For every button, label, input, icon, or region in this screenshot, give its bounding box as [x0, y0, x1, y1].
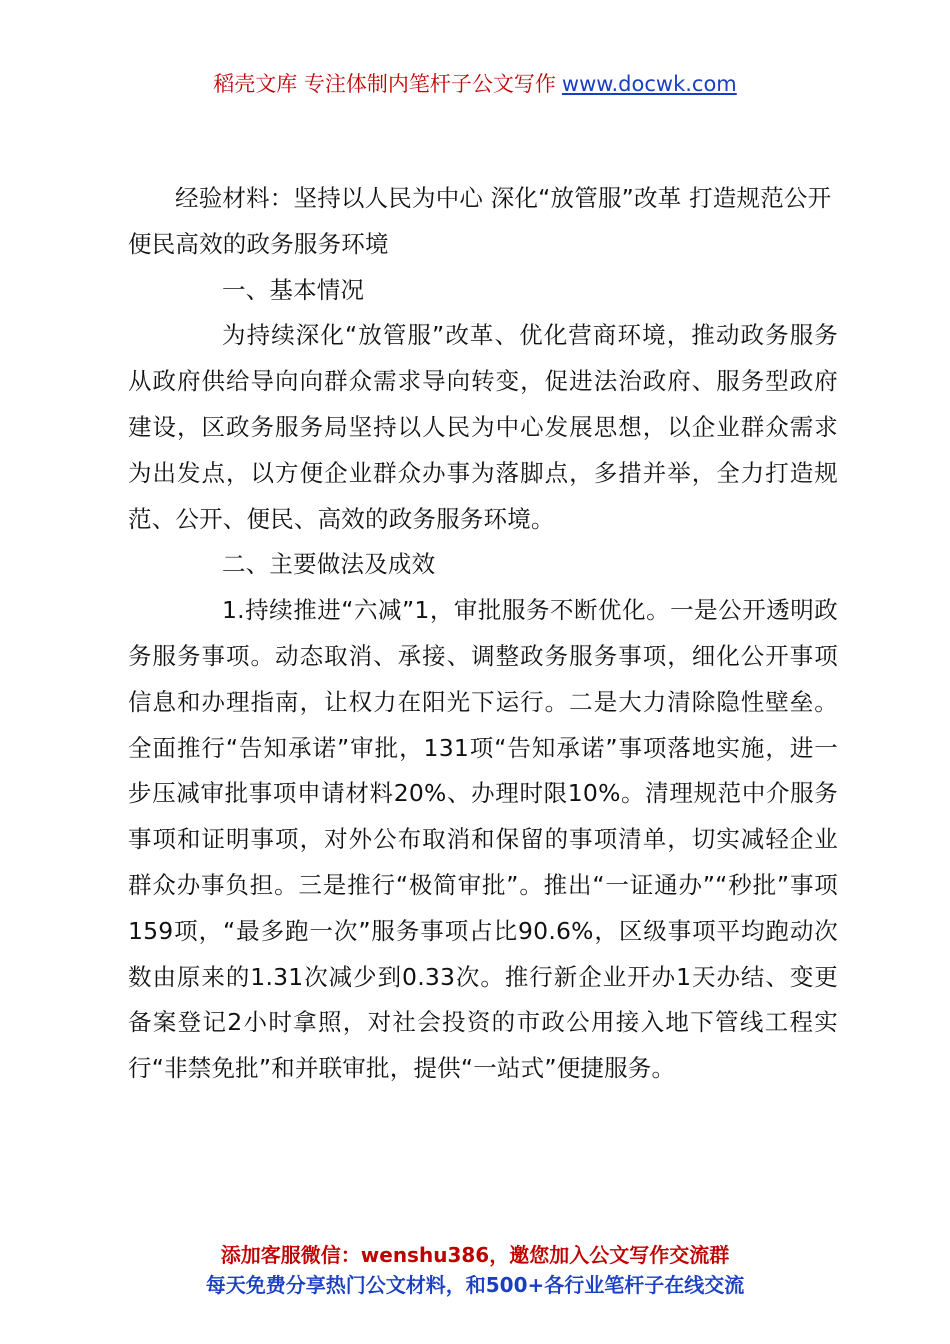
section-heading-practices: 二、主要做法及成效: [222, 550, 436, 579]
page-footer: [0, 1240, 950, 1300]
footer-share-line: 每天免费分享热门公文材料，和500+各行业笔杆子在线交流: [205, 1273, 745, 1297]
document-title: 经验材料：坚持以人民为中心 深化“放管服”改革 打造规范公开便民高效的政务服务环境: [128, 184, 832, 258]
page-header: [0, 70, 950, 98]
header-url-link[interactable]: www.docwk.com: [561, 72, 737, 96]
document-body: [128, 176, 838, 1092]
section-paragraph-basic: 为持续深化“放管服”改革、优化营商环境，推动政务服务从政府供给导向向群众需求导向转变，促进法治政府、服务型政府建设，区政务服务局坚持以人民为中心发展思想，以企业群众需求为出发点，以方便企业群众办事为落脚点，多措并举，全力打造规范、公开、便民、高效的政务服务环境。: [128, 321, 838, 533]
header-brand: 稻壳文库 专注体制内笔杆子公文写作: [213, 72, 556, 96]
footer-contact-line: 添加客服微信：wenshu386，邀您加入公文写作交流群: [220, 1243, 730, 1267]
section-heading-basic: 一、基本情况: [222, 275, 365, 304]
section-paragraph-practices: 1.持续推进“六减”1，审批服务不断优化。一是公开透明政务服务事项。动态取消、承接、调整政务服务事项，细化公开事项信息和办理指南，让权力在阳光下运行。二是大力清除隐性壁垒。全面推行“告知承诺”审批，131项“告知承诺”事项落地实施，进一步压减审批事项申请材料20%、办理时限10%。清理规范中介服务事项和证明事项，对外公布取消和保留的事项清单，切实减轻企业群众办事负担。三是推行“极简审批”。推出“一证通办”“秒批”事项159项，“最多跑一次”服务事项占比90.6%，区级事项平均跑动次数由原来的1.31次减少到0.33次。推行新企业开办1天办结、变更备案登记2小时拿照，对社会投资的市政公用接入地下管线工程实行“非禁免批”和并联审批，提供“一站式”便捷服务。: [128, 596, 838, 1083]
